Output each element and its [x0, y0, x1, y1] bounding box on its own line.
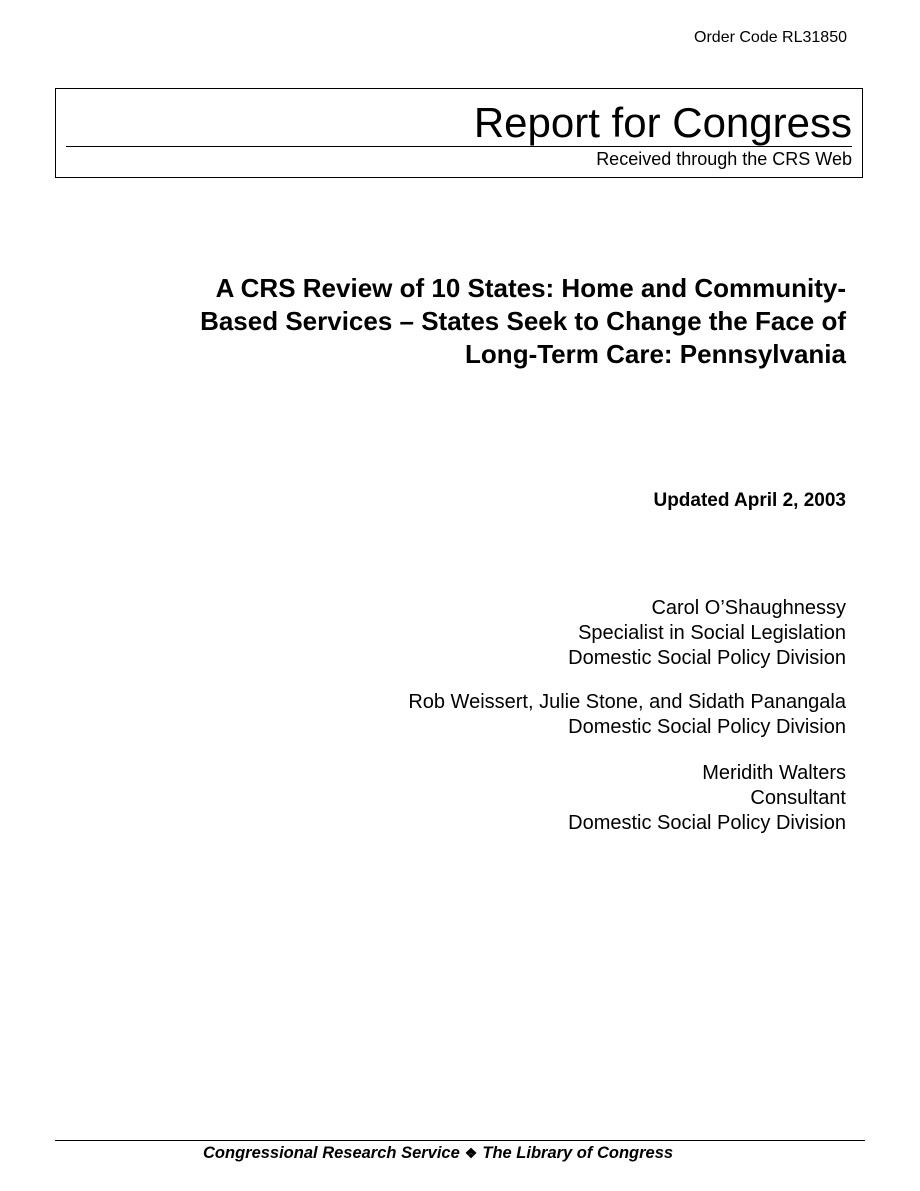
- author-block-2: [286, 690, 846, 740]
- author-title: Specialist in Social Legislation: [578, 622, 846, 644]
- author-division: Domestic Social Policy Division: [568, 647, 846, 669]
- report-title: Report for Congress: [473, 99, 852, 146]
- report-banner: [55, 88, 863, 178]
- author-block-3: [286, 761, 846, 836]
- author-name: Carol O’Shaughnessy: [651, 597, 846, 619]
- author-name: Meridith Walters: [702, 762, 846, 784]
- footer-crs: Congressional Research Service: [203, 1144, 460, 1162]
- author-title: Consultant: [750, 787, 846, 809]
- updated-date: Updated April 2, 2003: [653, 490, 846, 511]
- author-division: Domestic Social Policy Division: [568, 716, 846, 738]
- author-names: Rob Weissert, Julie Stone, and Sidath Panangala: [408, 691, 846, 713]
- footer-divider: [55, 1140, 865, 1141]
- footer: [203, 1143, 673, 1164]
- report-divider: [66, 146, 852, 147]
- author-division: Domestic Social Policy Division: [568, 812, 846, 834]
- report-subtitle: Received through the CRS Web: [596, 149, 852, 169]
- order-code: Order Code RL31850: [694, 29, 847, 46]
- author-block-1: [286, 596, 846, 671]
- footer-library: The Library of Congress: [482, 1144, 674, 1162]
- diamond-ornament-icon: ❖: [464, 1145, 478, 1161]
- document-title: A CRS Review of 10 States: Home and Community-Based Services – States Seek to Change the Face of Long-Term Care: Pennsylvania: [200, 273, 846, 369]
